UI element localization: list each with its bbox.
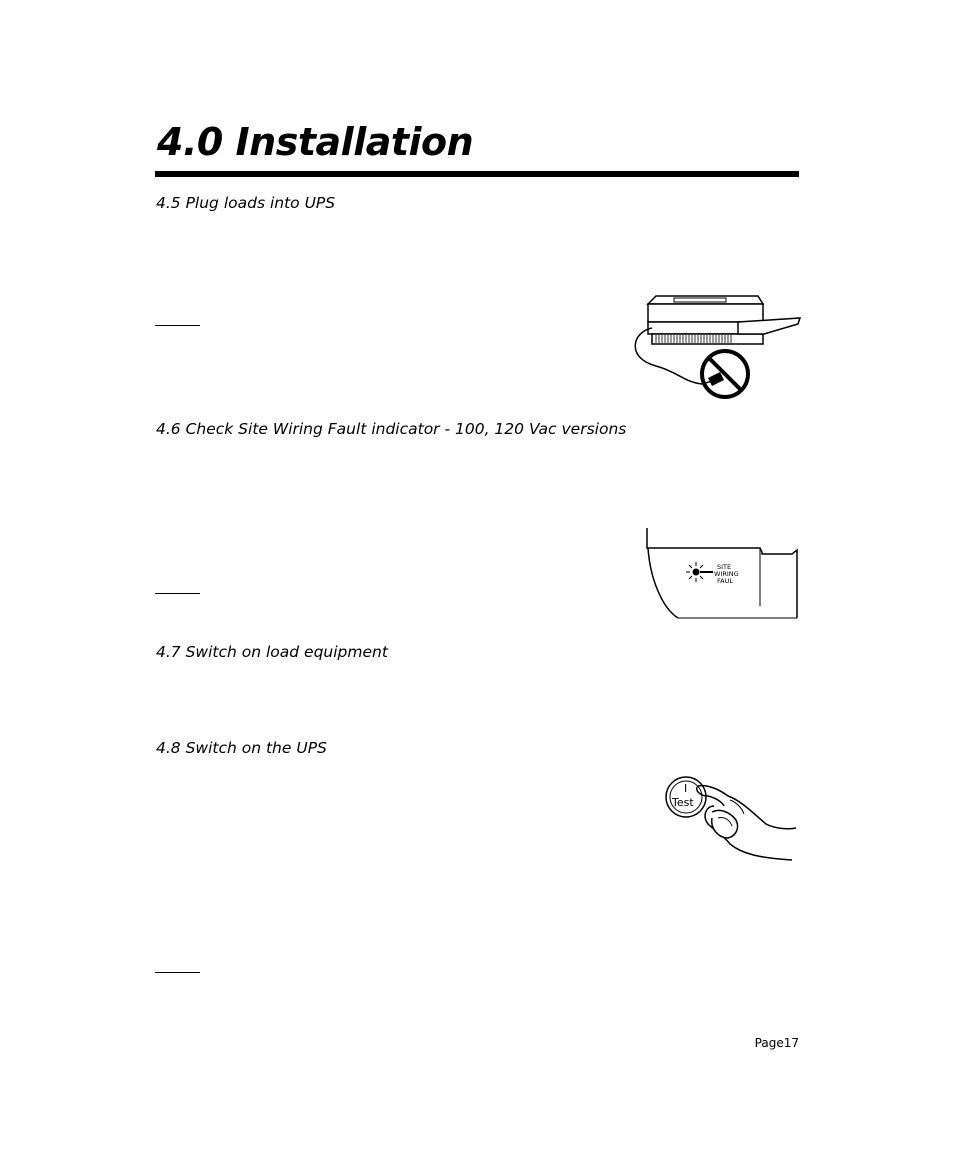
page-title: 4.0 Installation (157, 120, 474, 164)
note-rule-switch-on-ups (155, 972, 200, 973)
laser-printer-prohibited-illustration (626, 292, 804, 400)
page-number-value: 17 (783, 1036, 799, 1050)
button-label-test: Test (672, 796, 694, 809)
page-number (755, 1036, 799, 1050)
title-rule (155, 171, 799, 177)
site-wiring-fault-panel-illustration (642, 528, 802, 622)
section-heading-site-wiring-fault: 4.6 Check Site Wiring Fault indicator - 100, 120 Vac versions (156, 420, 627, 438)
indicator-label-wiring: WIRING (714, 570, 739, 578)
hand-pressing-test-button-illustration (664, 772, 800, 864)
note-rule-site-wiring-fault (155, 593, 200, 594)
indicator-label-fault: FAUL (717, 577, 733, 585)
section-heading-switch-on-load: 4.7 Switch on load equipment (156, 643, 388, 661)
page-number-label: Page (754, 1036, 784, 1050)
section-heading-plug-loads: 4.5 Plug loads into UPS (156, 194, 336, 212)
indicator-label-site: SITE (717, 563, 732, 571)
button-symbol: I (684, 782, 688, 795)
section-heading-switch-on-ups: 4.8 Switch on the UPS (156, 739, 327, 757)
note-rule-plug-loads (155, 325, 200, 326)
